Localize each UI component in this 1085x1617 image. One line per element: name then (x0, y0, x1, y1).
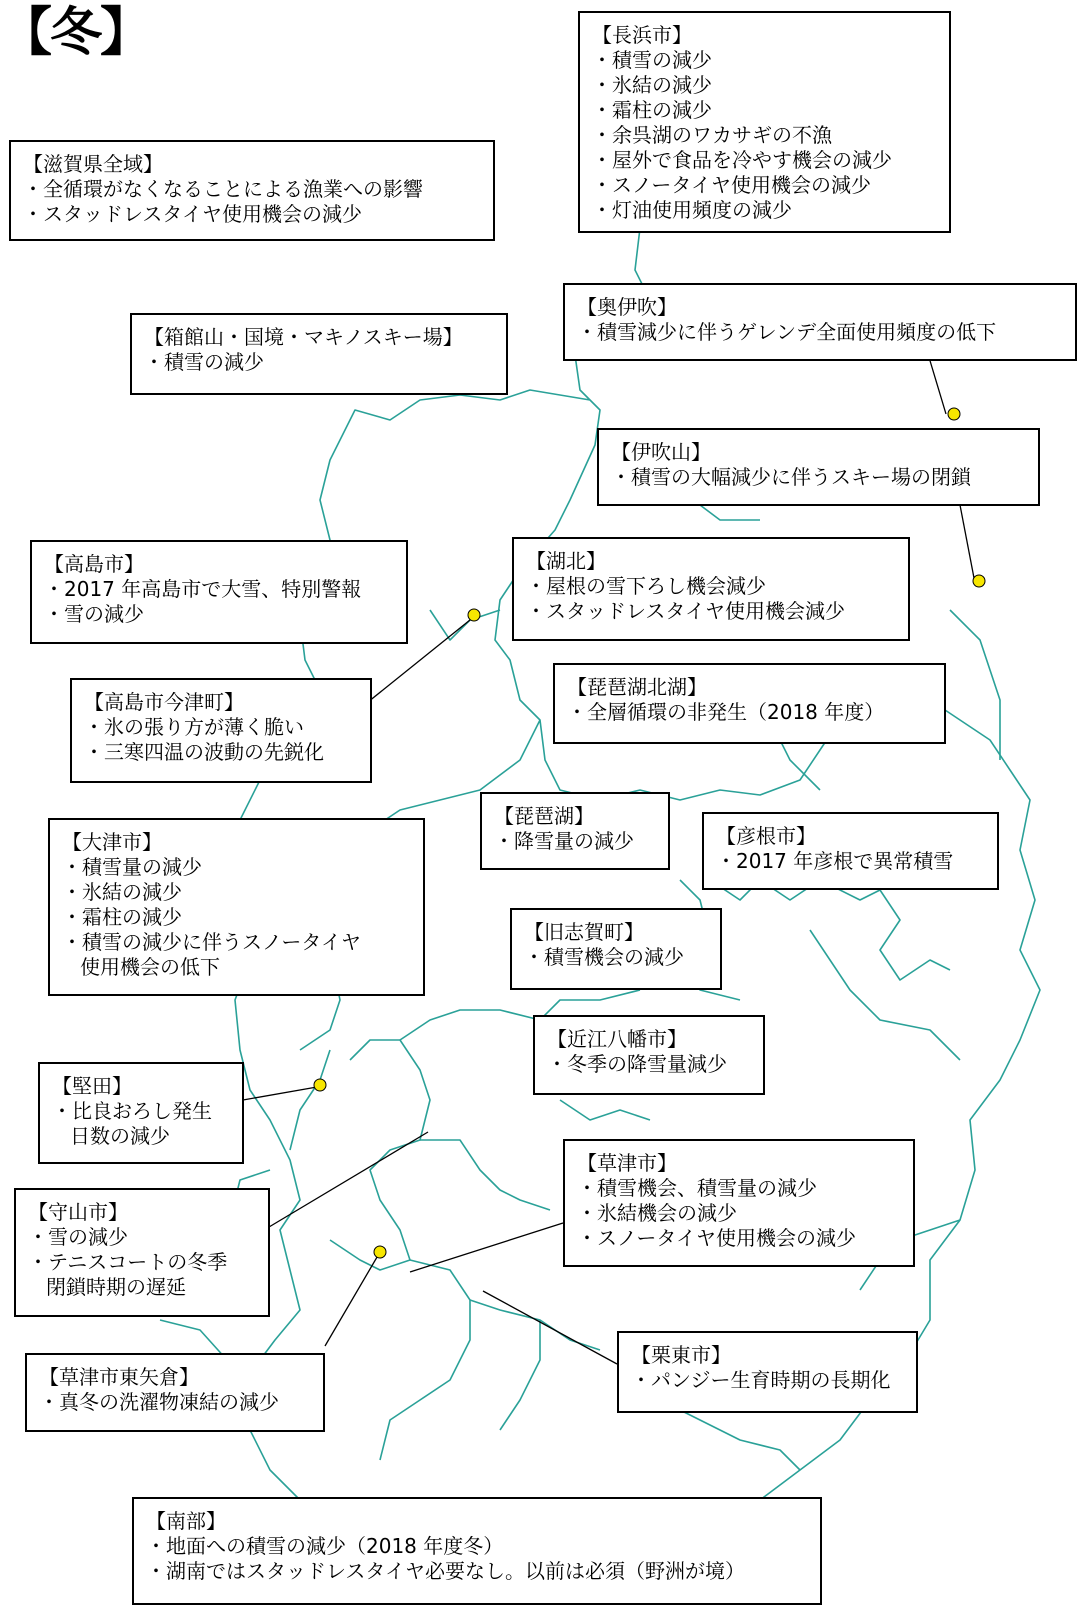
callout-takashima (30, 540, 408, 644)
callout-title: 【琵琶湖】 (494, 804, 594, 828)
callout-item: ・屋外で食品を冷やす機会の減少 (592, 148, 892, 172)
callout-hakodateyama (130, 313, 508, 395)
callout-title: 【高島市】 (44, 552, 144, 576)
marker-higashiyakura (374, 1246, 386, 1258)
callout-title: 【南部】 (146, 1509, 226, 1533)
callout-item: ・パンジー生育時期の長期化 (631, 1368, 891, 1392)
callout-title: 【湖北】 (526, 549, 606, 573)
callout-item: ・積雪機会の減少 (524, 945, 684, 969)
leader-higashiyakura (325, 1252, 380, 1346)
callout-item: ・積雪の減少 (144, 350, 264, 374)
callout-title: 【琵琶湖北湖】 (567, 675, 707, 699)
callout-title: 【滋賀県全域】 (23, 152, 163, 176)
callout-item: ・雪の減少 (28, 1225, 128, 1249)
callout-nagahama (578, 11, 951, 233)
callout-title: 【伊吹山】 (611, 440, 711, 464)
callout-item: ・余呉湖のワカサギの不漁 (592, 123, 832, 147)
callout-ibukiyama (597, 428, 1040, 506)
callout-item: ・積雪減少に伴うゲレンデ全面使用頻度の低下 (577, 320, 997, 344)
callout-item: ・氷結の減少 (592, 73, 712, 97)
leader-katata (243, 1087, 317, 1100)
callout-ritto (617, 1331, 918, 1413)
callout-kohoku (512, 537, 910, 641)
callout-title: 【草津市東矢倉】 (39, 1365, 199, 1389)
callout-item: ・真冬の洗濯物凍結の減少 (39, 1390, 279, 1414)
marker-okuibuki (948, 408, 960, 420)
callout-item: ・2017 年彦根で異常積雪 (716, 849, 954, 873)
leader-ibukiyama (960, 505, 974, 578)
callout-higashiyakura (25, 1353, 325, 1432)
callout-item: ・三寒四温の波動の先鋭化 (84, 740, 324, 764)
callout-item: ・全循環がなくなることによる漁業への影響 (23, 177, 423, 201)
callout-title: 【長浜市】 (592, 23, 692, 47)
callout-title: 【近江八幡市】 (547, 1027, 687, 1051)
callout-biwako (480, 792, 670, 870)
callout-title: 【箱館山・国境・マキノスキー場】 (144, 325, 463, 349)
callout-title: 【草津市】 (577, 1151, 677, 1175)
callout-item: ・2017 年高島市で大雪、特別警報 (44, 577, 362, 601)
callout-item: ・霜柱の減少 (62, 905, 182, 929)
callout-nanbu (132, 1497, 822, 1605)
callout-item: ・積雪機会、積雪量の減少 (577, 1176, 817, 1200)
callout-item-continuation: 閉鎖時期の遅延 (46, 1275, 186, 1299)
callout-item: ・積雪の大幅減少に伴うスキー場の閉鎖 (611, 465, 971, 489)
callout-item: ・スノータイヤ使用機会の減少 (577, 1226, 856, 1250)
callout-item: ・氷結機会の減少 (577, 1201, 737, 1225)
callout-item: ・積雪の減少 (592, 48, 712, 72)
callout-item: ・雪の減少 (44, 602, 144, 626)
callout-title: 【守山市】 (28, 1200, 128, 1224)
callout-item: ・氷の張り方が薄く脆い (84, 715, 304, 739)
callout-item: ・テニスコートの冬季 (28, 1250, 228, 1274)
season-title: 【冬】 (0, 3, 151, 63)
callout-hikone (702, 812, 999, 890)
callout-katata (38, 1062, 244, 1164)
callout-item: ・降雪量の減少 (494, 829, 634, 853)
callout-biwako-hokko (553, 663, 946, 744)
callout-item-continuation: 使用機会の低下 (80, 955, 220, 979)
callout-item: ・全層循環の非発生（2018 年度） (567, 700, 885, 724)
callout-item: ・冬季の降雪量減少 (547, 1052, 727, 1076)
marker-imazu (468, 609, 480, 621)
callout-title: 【高島市今津町】 (84, 690, 244, 714)
marker-ibukiyama (973, 575, 985, 587)
callout-omihachiman (533, 1015, 765, 1095)
callout-item: ・積雪量の減少 (62, 855, 202, 879)
callout-shiga-all (9, 140, 495, 241)
callout-item: ・霜柱の減少 (592, 98, 712, 122)
callout-item: ・灯油使用頻度の減少 (592, 198, 792, 222)
callout-item: ・スタッドレスタイヤ使用機会の減少 (23, 202, 362, 226)
leader-kusatsu (410, 1223, 563, 1272)
callout-item: ・湖南ではスタッドレスタイヤ必要なし。以前は必須（野洲が境） (146, 1559, 745, 1583)
leader-ritto (483, 1291, 617, 1364)
callout-kyushiga (510, 908, 722, 990)
callout-title: 【彦根市】 (716, 824, 816, 848)
leader-okuibuki (928, 354, 946, 414)
callout-moriyama (14, 1188, 270, 1317)
callout-item: ・屋根の雪下ろし機会減少 (526, 574, 766, 598)
callout-item: ・スタッドレスタイヤ使用機会減少 (526, 599, 845, 623)
callout-title: 【大津市】 (62, 830, 162, 854)
callout-item: ・氷結の減少 (62, 880, 182, 904)
callout-item-continuation: 日数の減少 (70, 1124, 170, 1148)
callout-kusatsu (563, 1139, 915, 1267)
callout-title: 【旧志賀町】 (524, 920, 644, 944)
callout-item: ・比良おろし発生 (52, 1099, 212, 1123)
callout-item: ・積雪の減少に伴うスノータイヤ (62, 930, 361, 954)
callout-imazu (70, 678, 372, 783)
callout-item: ・スノータイヤ使用機会の減少 (592, 173, 871, 197)
callout-item: ・地面への積雪の減少（2018 年度冬） (146, 1534, 504, 1558)
callout-okuibuki (563, 283, 1077, 361)
marker-katata (314, 1079, 326, 1091)
callout-title: 【堅田】 (52, 1074, 132, 1098)
callout-title: 【奥伊吹】 (577, 295, 677, 319)
callout-otsu (48, 818, 425, 996)
callout-title: 【栗東市】 (631, 1343, 731, 1367)
leader-moriyama (264, 1132, 428, 1230)
